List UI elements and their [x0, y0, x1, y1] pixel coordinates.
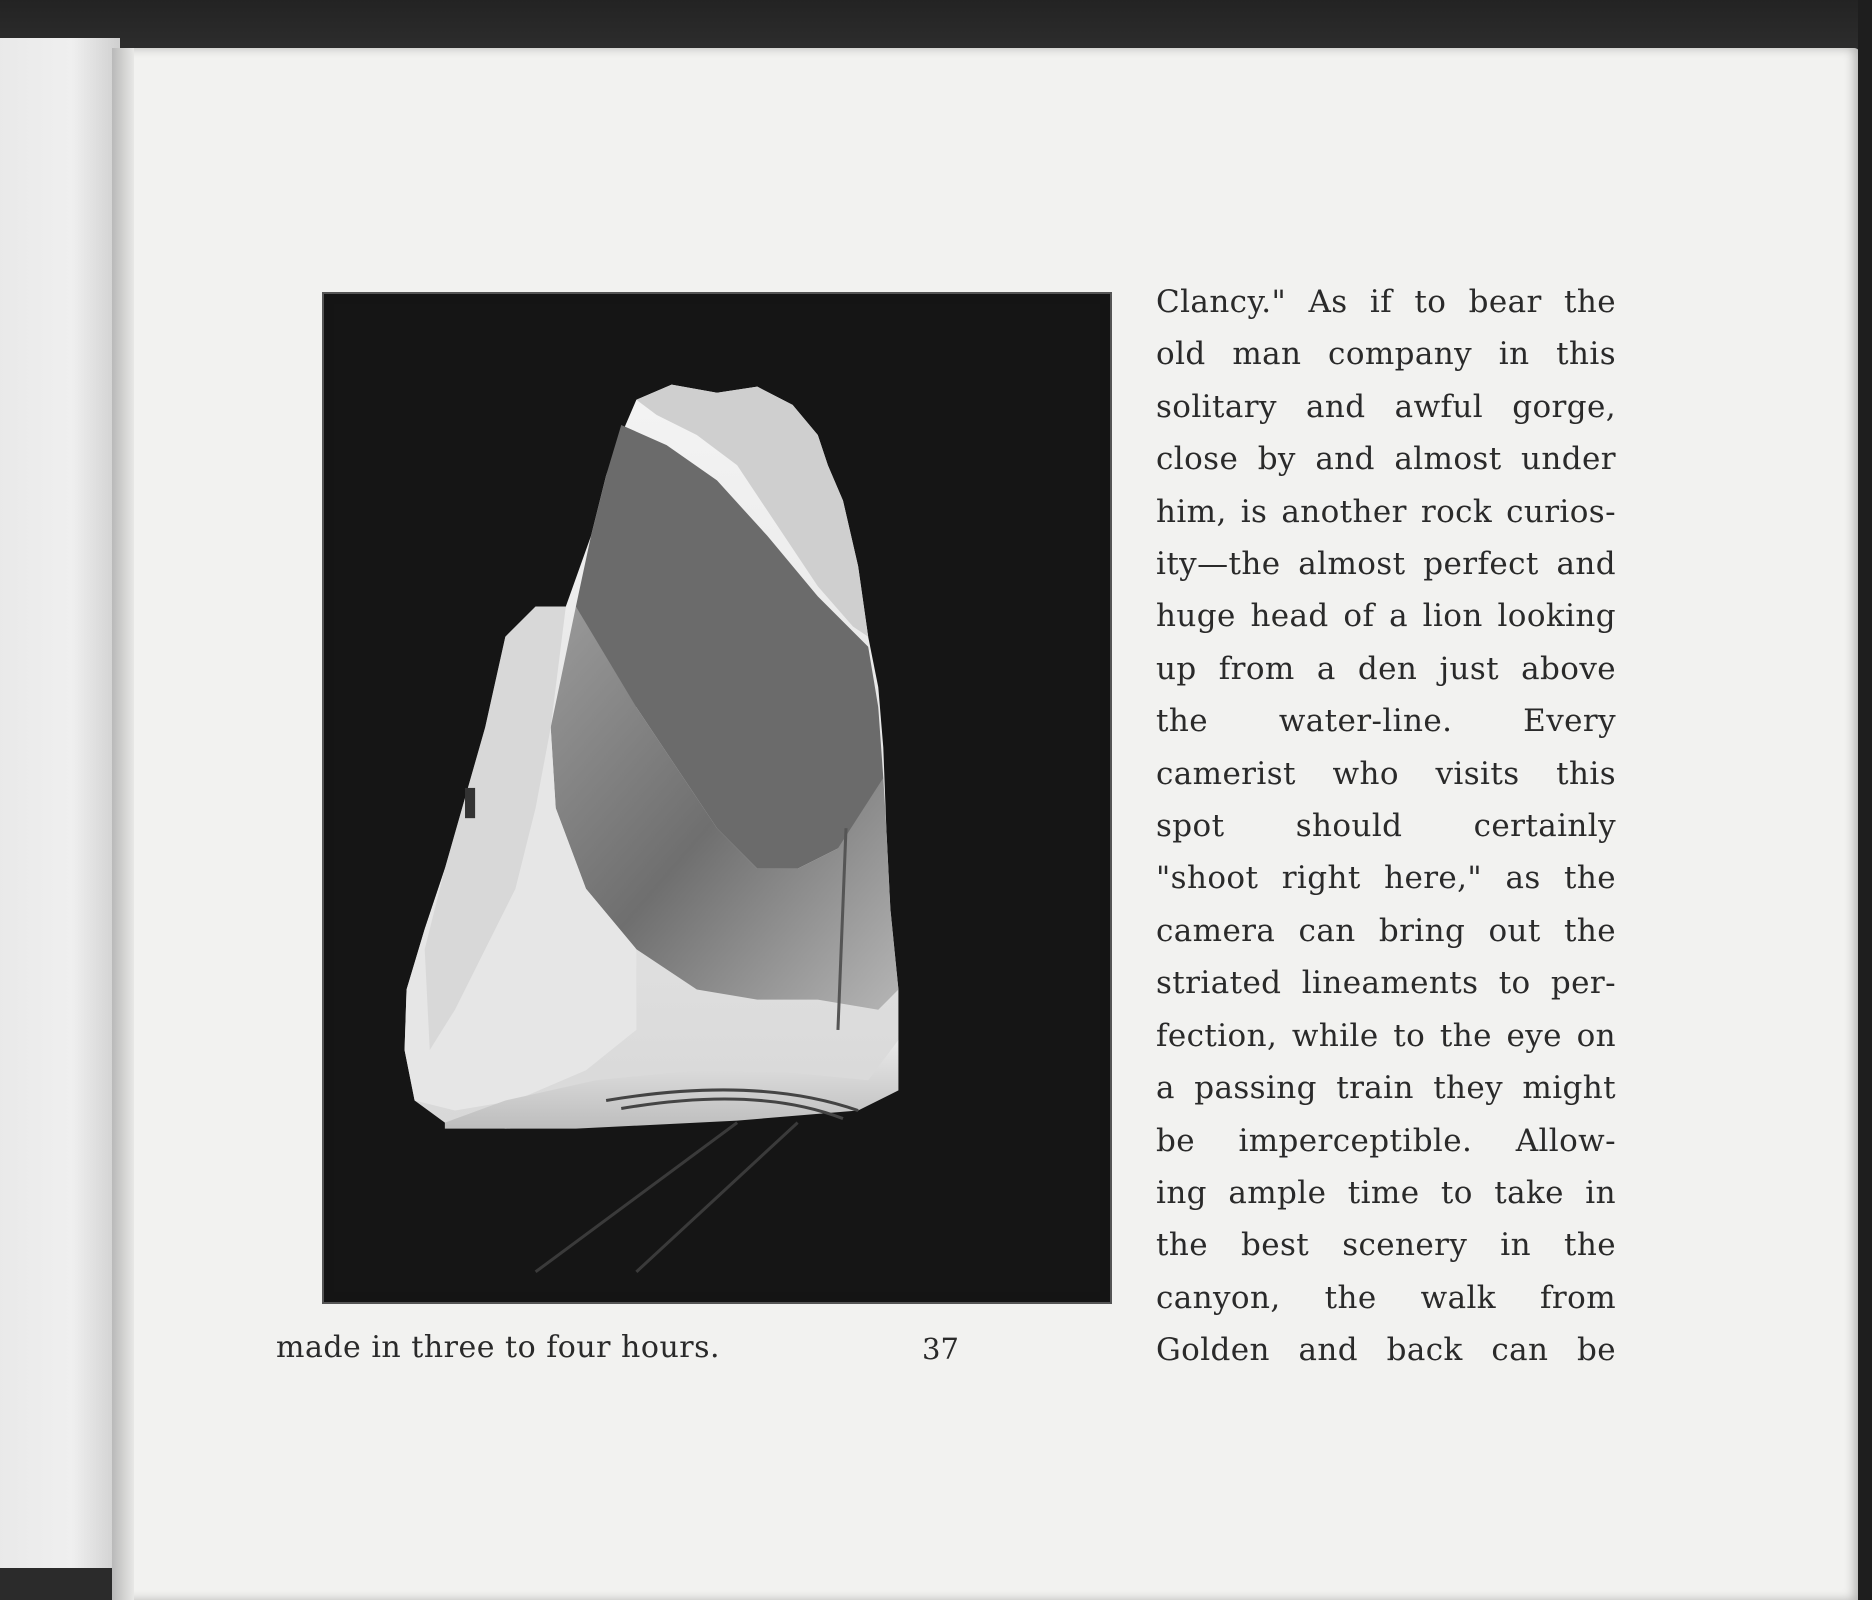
- scan-right-edge: [1858, 0, 1872, 1600]
- body-text-column: [1156, 276, 1616, 1377]
- body-text-line: camerist who visits this: [1156, 755, 1616, 792]
- body-text-line: up from a den just above: [1156, 650, 1616, 687]
- body-text-line: him, is another rock curios-: [1156, 493, 1616, 530]
- body-text-line: huge head of a lion looking: [1156, 598, 1616, 635]
- page-gutter: [112, 48, 134, 1600]
- continuation-line: made in three to four hours.: [276, 1330, 721, 1365]
- page-number: 37: [922, 1332, 959, 1366]
- body-text-line: the best scenery in the: [1156, 1227, 1616, 1264]
- body-text-line: ity—the almost perfect and: [1156, 546, 1616, 583]
- body-text-line: camera can bring out the: [1156, 912, 1616, 949]
- body-text-line: old man company in this: [1156, 336, 1616, 373]
- body-text-line: fection, while to the eye on: [1156, 1017, 1616, 1054]
- body-text-line: Clancy." As if to bear the: [1156, 284, 1616, 320]
- tunnel-photograph: [322, 292, 1112, 1304]
- tunnel-photo-image: [334, 304, 1100, 1292]
- body-text-line: the water-line. Every: [1156, 703, 1616, 740]
- body-text-line: a passing train they might: [1156, 1070, 1616, 1107]
- body-text-line: ing ample time to take in: [1156, 1174, 1616, 1211]
- body-text-line: striated lineaments to per-: [1156, 965, 1616, 1002]
- body-text-line: Golden and back can be: [1156, 1332, 1616, 1369]
- body-text-line: "shoot right here," as the: [1156, 860, 1616, 897]
- body-text-line: spot should certainly: [1156, 808, 1616, 845]
- body-text-line: solitary and awful gorge,: [1156, 388, 1616, 425]
- facing-page-edge: [0, 38, 120, 1568]
- body-text-line: canyon, the walk from: [1156, 1279, 1616, 1316]
- body-text-line: be imperceptible. Allow-: [1156, 1122, 1616, 1159]
- body-text-line: close by and almost under: [1156, 441, 1616, 478]
